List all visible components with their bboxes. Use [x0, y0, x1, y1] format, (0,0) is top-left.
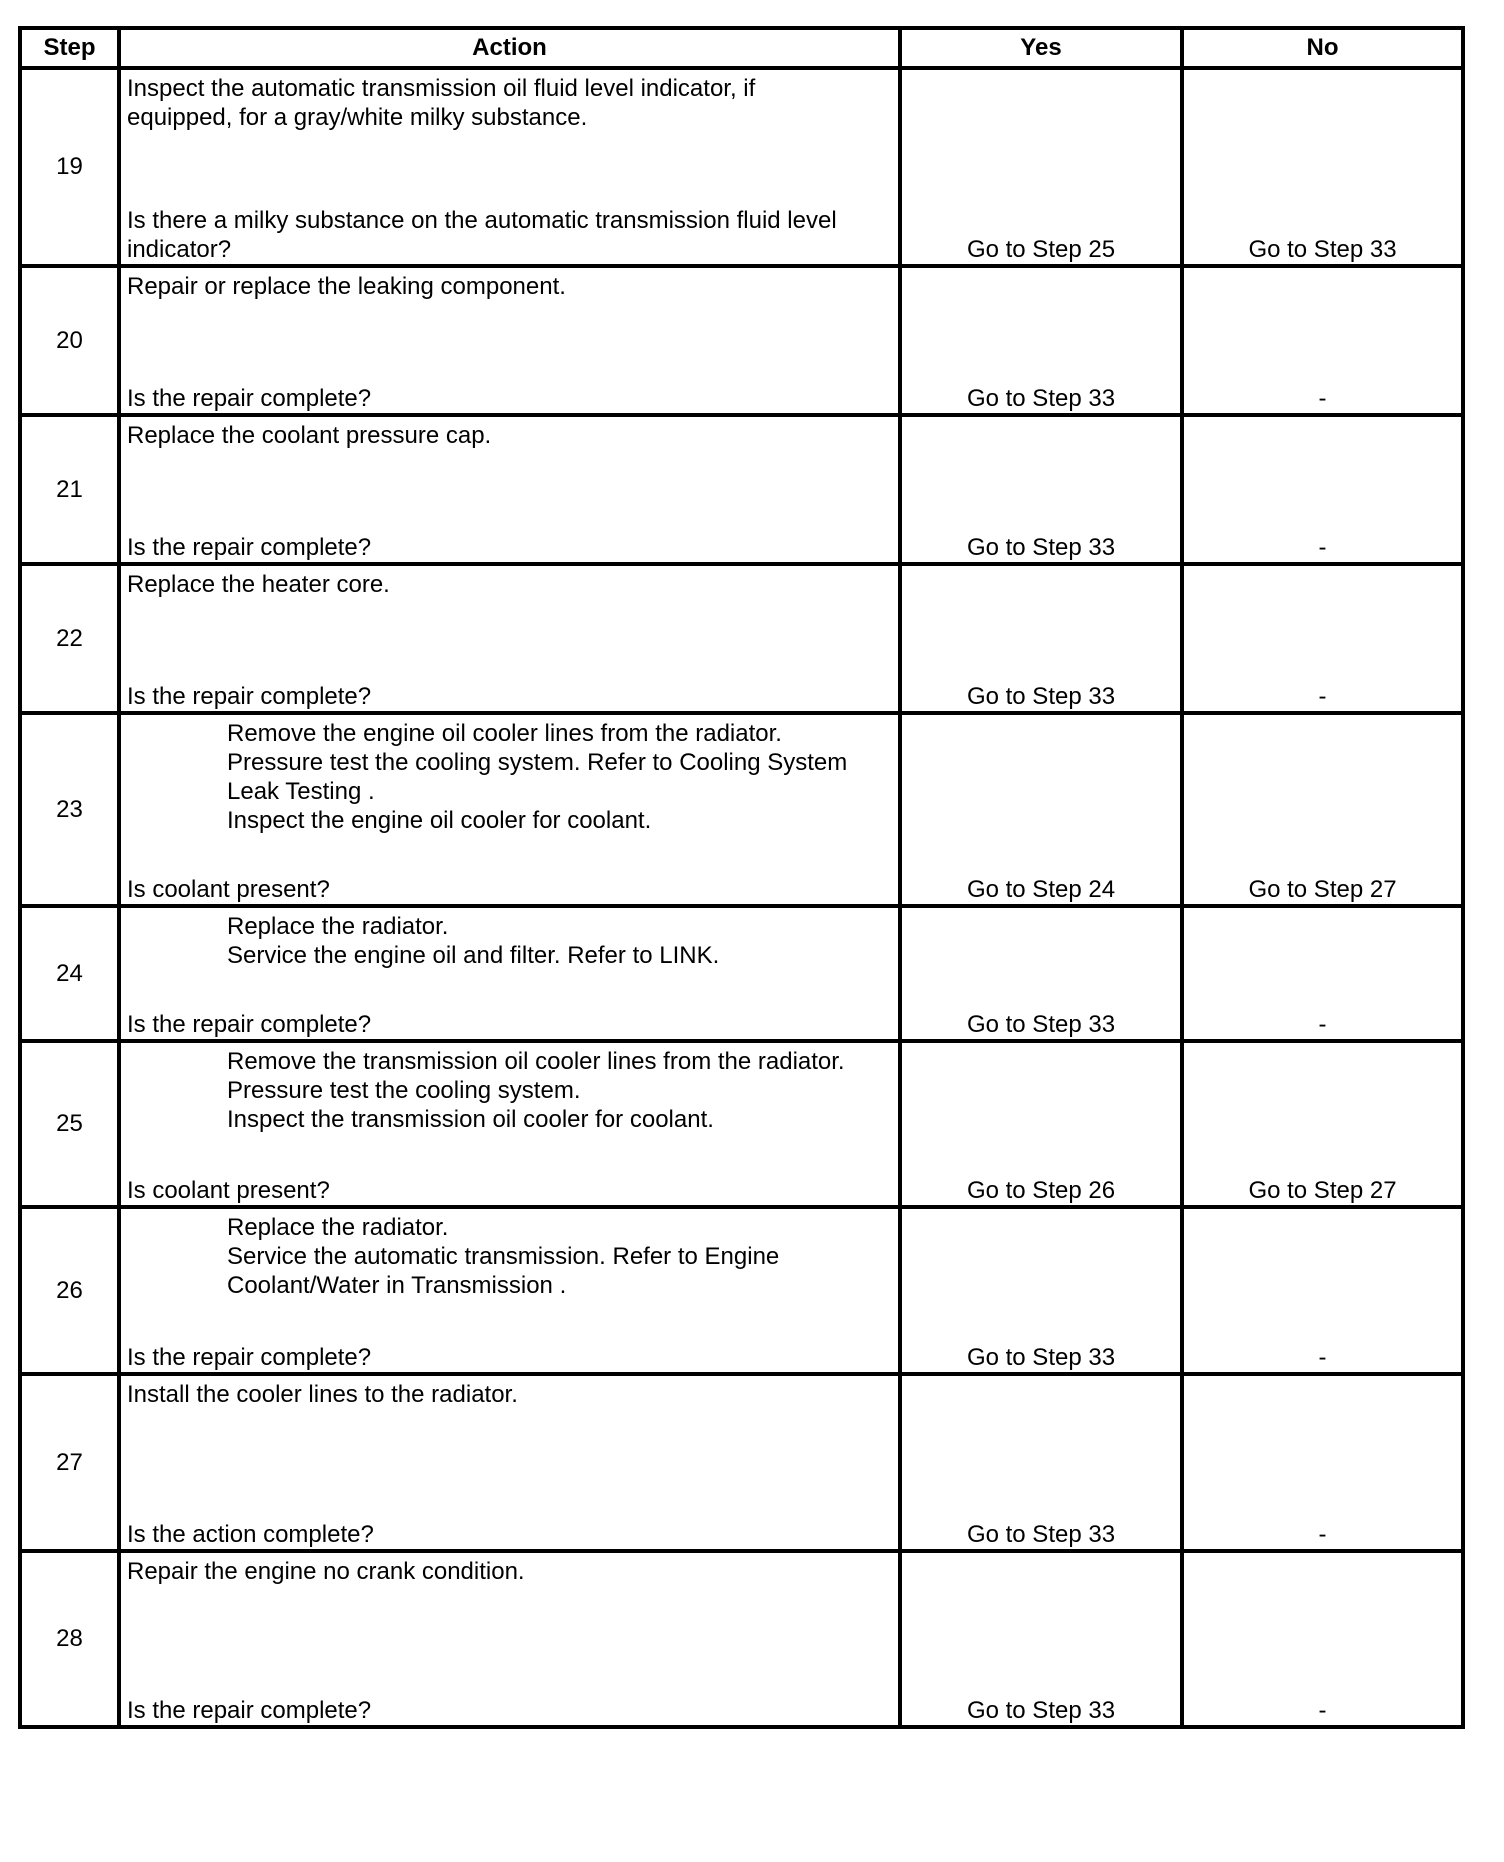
action-text: Pressure test the cooling system. Refer to Cooling System: [227, 749, 848, 776]
step-number: 21: [20, 415, 119, 564]
step-number: 24: [20, 906, 119, 1041]
step-number: 25: [20, 1041, 119, 1207]
yes-result: Go to Step 33: [966, 1011, 1116, 1038]
action-cell: [119, 1041, 900, 1207]
table-row: [20, 1041, 1463, 1207]
no-result: Go to Step 27: [1248, 1177, 1397, 1204]
step-number: 27: [20, 1374, 119, 1551]
action-question: Is the repair complete?: [127, 534, 372, 561]
table-row: [20, 564, 1463, 713]
no-result: Go to Step 33: [1248, 236, 1397, 263]
yes-result: Go to Step 24: [966, 876, 1116, 903]
yes-cell: [900, 713, 1182, 906]
no-result: Go to Step 27: [1248, 876, 1397, 903]
action-cell: [119, 68, 900, 266]
no-cell: [1182, 415, 1463, 564]
action-question: Is the repair complete?: [127, 1011, 372, 1038]
action-text: equipped, for a gray/white milky substance.: [127, 104, 588, 131]
no-result: -: [1318, 385, 1327, 412]
yes-result: Go to Step 33: [966, 1521, 1116, 1548]
step-number: 23: [20, 713, 119, 906]
action-question: Is coolant present?: [127, 876, 330, 903]
action-text: Inspect the engine oil cooler for coolant.: [227, 807, 652, 834]
action-question: Is the repair complete?: [127, 1697, 372, 1724]
action-text: Inspect the automatic transmission oil fluid level indicator, if: [127, 75, 756, 102]
action-text: Repair the engine no crank condition.: [127, 1558, 525, 1585]
step-number: 26: [20, 1207, 119, 1374]
header-no: No: [1182, 28, 1463, 68]
table-row: [20, 415, 1463, 564]
action-question: Is the repair complete?: [127, 1344, 372, 1371]
action-question: Is the repair complete?: [127, 683, 372, 710]
action-text: Remove the engine oil cooler lines from the radiator.: [227, 720, 782, 747]
action-text: Replace the coolant pressure cap.: [127, 422, 492, 449]
yes-result: Go to Step 25: [966, 236, 1116, 263]
action-text: Repair or replace the leaking component.: [127, 273, 566, 300]
action-question: Is the action complete?: [127, 1521, 374, 1548]
yes-result: Go to Step 33: [966, 534, 1116, 561]
header-step: Step: [20, 28, 119, 68]
yes-cell: [900, 1551, 1182, 1727]
yes-result: Go to Step 33: [966, 1344, 1116, 1371]
diagnostic-table: [18, 26, 1465, 1729]
no-cell: [1182, 68, 1463, 266]
action-text: Inspect the transmission oil cooler for coolant.: [227, 1106, 714, 1133]
action-text: Remove the transmission oil cooler lines from the radiator.: [227, 1048, 845, 1075]
table-row: [20, 1207, 1463, 1374]
action-question: Is the repair complete?: [127, 385, 372, 412]
no-cell: [1182, 266, 1463, 415]
action-text: Service the engine oil and filter. Refer to LINK.: [227, 942, 720, 969]
action-cell: [119, 1374, 900, 1551]
no-cell: [1182, 713, 1463, 906]
header-yes: Yes: [900, 28, 1182, 68]
action-cell: [119, 266, 900, 415]
step-number: 22: [20, 564, 119, 713]
action-cell: [119, 906, 900, 1041]
action-text: Service the automatic transmission. Refer to Engine: [227, 1243, 780, 1270]
no-result: -: [1318, 1011, 1327, 1038]
no-result: -: [1318, 1344, 1327, 1371]
no-cell: [1182, 1374, 1463, 1551]
no-result: -: [1318, 534, 1327, 561]
yes-cell: [900, 1374, 1182, 1551]
no-cell: [1182, 1041, 1463, 1207]
no-cell: [1182, 1207, 1463, 1374]
no-cell: [1182, 564, 1463, 713]
yes-cell: [900, 415, 1182, 564]
table-row: [20, 1374, 1463, 1551]
no-result: -: [1318, 683, 1327, 710]
no-result: -: [1318, 1521, 1327, 1548]
yes-cell: [900, 906, 1182, 1041]
table-row: [20, 713, 1463, 906]
action-cell: [119, 1207, 900, 1374]
table-row: [20, 1551, 1463, 1727]
action-text: Replace the heater core.: [127, 571, 390, 598]
step-number: 28: [20, 1551, 119, 1727]
action-cell: [119, 713, 900, 906]
yes-cell: [900, 564, 1182, 713]
action-question: Is there a milky substance on the automatic transmission fluid level indicator?: [127, 207, 837, 263]
no-cell: [1182, 906, 1463, 1041]
yes-cell: [900, 1041, 1182, 1207]
yes-cell: [900, 1207, 1182, 1374]
table-row: [20, 68, 1463, 266]
action-cell: [119, 415, 900, 564]
no-cell: [1182, 1551, 1463, 1727]
no-result: -: [1318, 1697, 1327, 1724]
table-row: [20, 266, 1463, 415]
action-text: Replace the radiator.: [227, 913, 449, 940]
header-row: [20, 28, 1463, 68]
action-cell: [119, 1551, 900, 1727]
yes-result: Go to Step 33: [966, 1697, 1116, 1724]
yes-cell: [900, 68, 1182, 266]
action-text: Install the cooler lines to the radiator.: [127, 1381, 518, 1408]
yes-result: Go to Step 33: [966, 385, 1116, 412]
action-text: Pressure test the cooling system.: [227, 1077, 581, 1104]
action-text: Leak Testing .: [227, 778, 375, 805]
table-row: [20, 906, 1463, 1041]
yes-cell: [900, 266, 1182, 415]
yes-result: Go to Step 26: [966, 1177, 1116, 1204]
action-text: Replace the radiator.: [227, 1214, 449, 1241]
yes-result: Go to Step 33: [966, 683, 1116, 710]
header-action: Action: [119, 28, 900, 68]
step-number: 19: [20, 68, 119, 266]
step-number: 20: [20, 266, 119, 415]
action-cell: [119, 564, 900, 713]
action-question: Is coolant present?: [127, 1177, 330, 1204]
action-text: Coolant/Water in Transmission .: [227, 1272, 567, 1299]
